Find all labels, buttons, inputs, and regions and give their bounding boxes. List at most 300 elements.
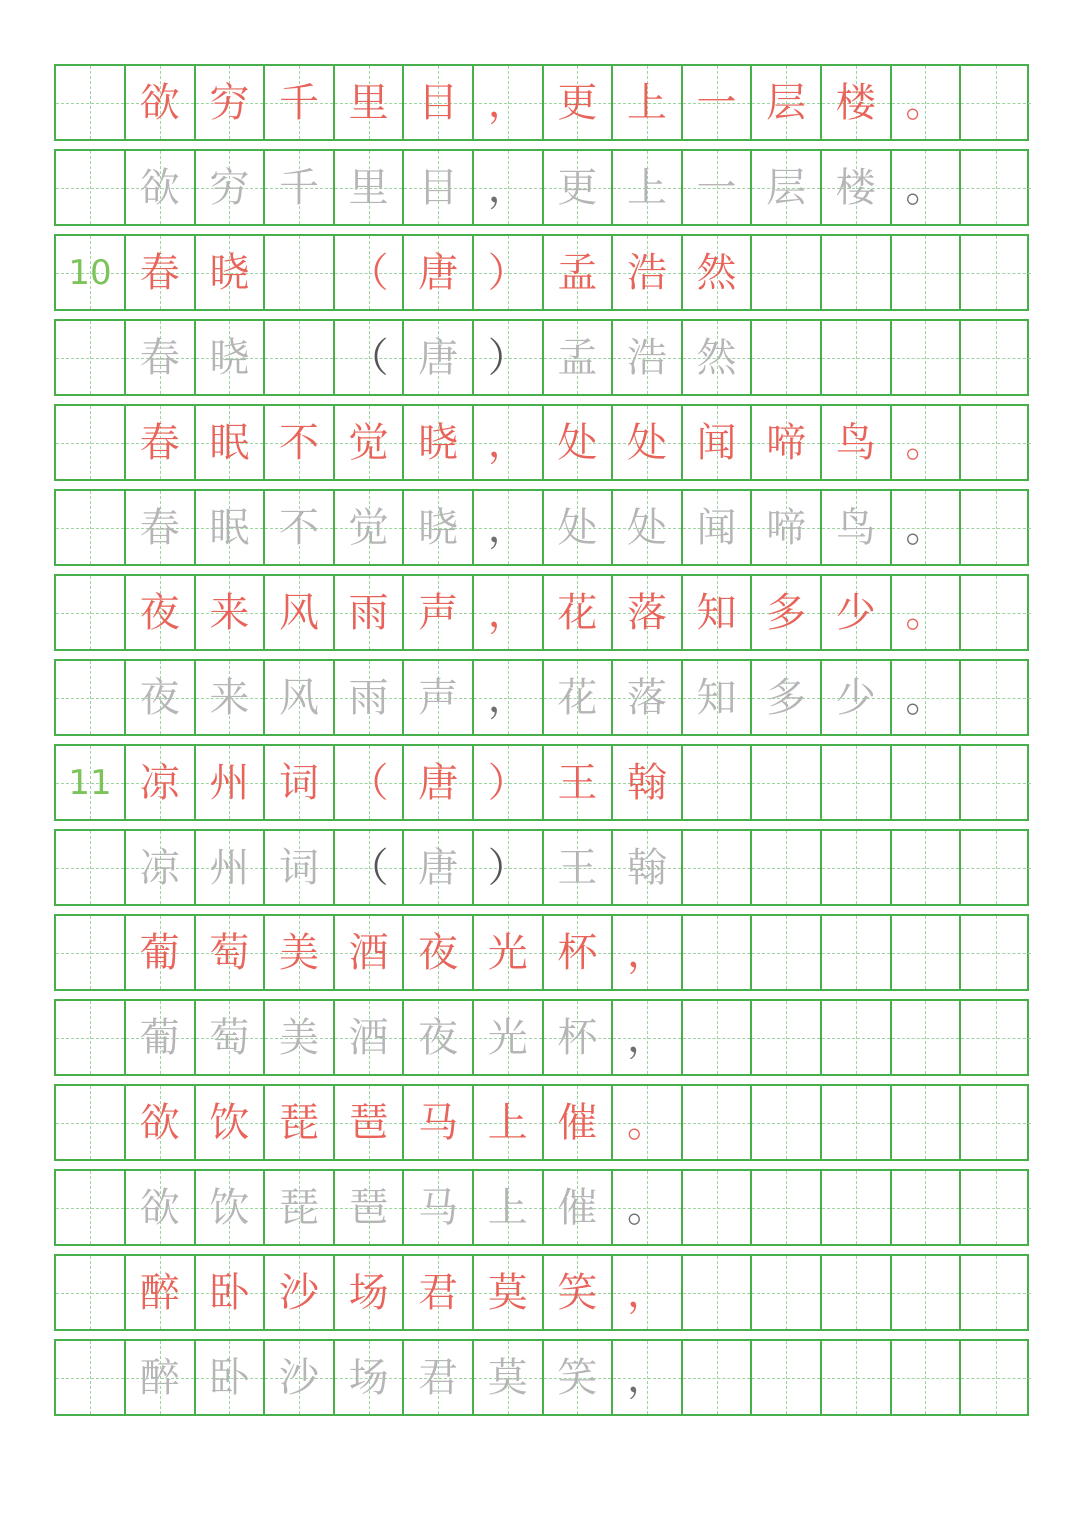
tracing-character: 醉 — [139, 1354, 180, 1401]
grid-cell — [613, 746, 683, 819]
model-character: 场 — [348, 1269, 389, 1316]
grid-cell — [196, 576, 266, 649]
model-character: （ — [348, 759, 389, 806]
grid-cell — [892, 576, 962, 649]
model-row — [54, 1254, 1029, 1331]
grid-cell — [961, 1341, 1031, 1414]
grid-cell — [683, 236, 753, 309]
grid-cell — [265, 236, 335, 309]
grid-cell — [822, 831, 892, 904]
model-character: 卧 — [209, 1269, 250, 1316]
tracing-character: ， — [626, 1354, 667, 1401]
grid-cell — [126, 831, 196, 904]
grid-cell — [683, 576, 753, 649]
tracing-row — [54, 659, 1029, 736]
grid-cell — [404, 406, 474, 479]
grid-cell — [961, 1256, 1031, 1329]
grid-cell — [961, 576, 1031, 649]
tracing-character: 少 — [835, 674, 876, 721]
grid-cell — [265, 66, 335, 139]
grid-cell — [822, 916, 892, 989]
grid-cell — [126, 1086, 196, 1159]
grid-cell — [822, 236, 892, 309]
grid-cell — [474, 1001, 544, 1074]
model-character: ， — [487, 79, 528, 126]
grid-cell — [335, 1256, 405, 1329]
grid-cell — [196, 66, 266, 139]
tracing-character: 王 — [557, 844, 598, 891]
grid-cell — [196, 406, 266, 479]
grid-cell — [892, 831, 962, 904]
grid-cell — [126, 746, 196, 819]
grid-cell — [683, 661, 753, 734]
grid-cell — [683, 916, 753, 989]
grid-cell — [683, 1171, 753, 1244]
grid-cell — [404, 1341, 474, 1414]
grid-cell — [265, 151, 335, 224]
model-character: 春 — [139, 249, 180, 296]
model-character: 唐 — [418, 759, 459, 806]
tracing-character: 夜 — [139, 674, 180, 721]
model-character: 浩 — [626, 249, 667, 296]
model-character: 凉 — [139, 759, 180, 806]
grid-cell — [544, 1086, 614, 1159]
grid-cell — [752, 236, 822, 309]
tracing-character: 饮 — [209, 1184, 250, 1231]
grid-cell — [752, 1171, 822, 1244]
model-character: 。 — [626, 1099, 667, 1146]
grid-cell — [544, 236, 614, 309]
tracing-character: ） — [487, 844, 528, 891]
grid-cell — [335, 746, 405, 819]
model-character: 闻 — [696, 419, 737, 466]
grid-cell — [404, 66, 474, 139]
tracing-row — [54, 149, 1029, 226]
grid-cell — [335, 1341, 405, 1414]
model-character: ， — [626, 1269, 667, 1316]
tracing-character: 欲 — [139, 1184, 180, 1231]
model-character: 。 — [905, 589, 946, 636]
lesson-number-cell — [56, 1171, 126, 1244]
tracing-character: 多 — [766, 674, 807, 721]
grid-cell — [961, 236, 1031, 309]
grid-cell — [822, 406, 892, 479]
grid-cell — [265, 491, 335, 564]
model-character: 穷 — [209, 79, 250, 126]
grid-cell — [752, 1256, 822, 1329]
model-character: 多 — [766, 589, 807, 636]
model-character: （ — [348, 249, 389, 296]
model-character: 一 — [696, 79, 737, 126]
grid-cell — [613, 491, 683, 564]
model-character: 觉 — [348, 419, 389, 466]
grid-cell — [752, 406, 822, 479]
grid-cell — [126, 321, 196, 394]
grid-cell — [683, 1086, 753, 1159]
tracing-character: 葡 — [139, 1014, 180, 1061]
tracing-character: 一 — [696, 164, 737, 211]
grid-cell — [961, 321, 1031, 394]
grid-cell — [613, 236, 683, 309]
model-character: 美 — [278, 929, 319, 976]
model-character: 不 — [278, 419, 319, 466]
model-character: 孟 — [557, 249, 598, 296]
lesson-number-cell — [56, 321, 126, 394]
grid-cell — [265, 916, 335, 989]
grid-cell — [752, 576, 822, 649]
lesson-number-cell — [56, 746, 126, 819]
grid-cell — [683, 746, 753, 819]
model-character: 鸟 — [835, 419, 876, 466]
model-character: 夜 — [139, 589, 180, 636]
tracing-character: 春 — [139, 334, 180, 381]
tracing-character: 浩 — [626, 334, 667, 381]
model-character: 处 — [557, 419, 598, 466]
model-row — [54, 234, 1029, 311]
model-character: 。 — [905, 79, 946, 126]
grid-cell — [961, 66, 1031, 139]
tracing-character: 不 — [278, 504, 319, 551]
grid-cell — [335, 1171, 405, 1244]
grid-cell — [196, 1171, 266, 1244]
grid-cell — [683, 491, 753, 564]
tracing-character: 孟 — [557, 334, 598, 381]
tracing-character: 夜 — [418, 1014, 459, 1061]
model-character: 。 — [905, 419, 946, 466]
lesson-number-cell — [56, 1341, 126, 1414]
model-row — [54, 574, 1029, 651]
grid-cell — [265, 1171, 335, 1244]
model-character: 饮 — [209, 1099, 250, 1146]
grid-cell — [196, 746, 266, 819]
grid-cell — [404, 321, 474, 394]
grid-cell — [474, 491, 544, 564]
grid-cell — [404, 576, 474, 649]
grid-cell — [404, 661, 474, 734]
model-character: 更 — [557, 79, 598, 126]
model-character: 里 — [348, 79, 389, 126]
grid-cell — [265, 406, 335, 479]
tracing-row — [54, 1169, 1029, 1246]
tracing-character: ， — [626, 1014, 667, 1061]
grid-cell — [613, 1171, 683, 1244]
grid-cell — [961, 151, 1031, 224]
model-character: 欲 — [139, 1099, 180, 1146]
tracing-character: ， — [487, 164, 528, 211]
lesson-number-cell — [56, 1256, 126, 1329]
tracing-character: 唐 — [418, 334, 459, 381]
grid-cell — [196, 916, 266, 989]
grid-cell — [544, 406, 614, 479]
grid-cell — [892, 916, 962, 989]
model-character: 马 — [418, 1099, 459, 1146]
tracing-character: 酒 — [348, 1014, 389, 1061]
grid-cell — [822, 66, 892, 139]
grid-cell — [961, 406, 1031, 479]
grid-cell — [822, 151, 892, 224]
tracing-character: 花 — [557, 674, 598, 721]
model-character: 笑 — [557, 1269, 598, 1316]
model-character: 雨 — [348, 589, 389, 636]
grid-cell — [126, 236, 196, 309]
lesson-number-cell — [56, 916, 126, 989]
tracing-row — [54, 1339, 1029, 1416]
model-character: 葡 — [139, 929, 180, 976]
grid-cell — [961, 1001, 1031, 1074]
model-character: 君 — [418, 1269, 459, 1316]
grid-cell — [126, 66, 196, 139]
model-character: 琵 — [278, 1099, 319, 1146]
model-character: 夜 — [418, 929, 459, 976]
grid-cell — [335, 1086, 405, 1159]
model-character: 千 — [278, 79, 319, 126]
grid-cell — [335, 1001, 405, 1074]
grid-cell — [335, 321, 405, 394]
grid-cell — [474, 406, 544, 479]
grid-cell — [683, 1001, 753, 1074]
grid-cell — [683, 151, 753, 224]
tracing-character: 穷 — [209, 164, 250, 211]
model-character: 眠 — [209, 419, 250, 466]
grid-cell — [265, 1001, 335, 1074]
grid-cell — [822, 1341, 892, 1414]
tracing-character: 场 — [348, 1354, 389, 1401]
tracing-character: 。 — [905, 504, 946, 551]
tracing-character: 知 — [696, 674, 737, 721]
grid-cell — [126, 916, 196, 989]
grid-cell — [265, 1341, 335, 1414]
tracing-character: 上 — [626, 164, 667, 211]
grid-cell — [544, 916, 614, 989]
grid-cell — [404, 1001, 474, 1074]
grid-cell — [822, 576, 892, 649]
grid-cell — [683, 831, 753, 904]
model-character: 唐 — [418, 249, 459, 296]
lesson-number-cell — [56, 831, 126, 904]
grid-cell — [404, 1171, 474, 1244]
grid-cell — [265, 831, 335, 904]
grid-cell — [126, 1171, 196, 1244]
grid-cell — [892, 321, 962, 394]
grid-cell — [544, 491, 614, 564]
grid-cell — [683, 321, 753, 394]
grid-cell — [892, 1341, 962, 1414]
model-character: 然 — [696, 249, 737, 296]
tracing-character: 落 — [626, 674, 667, 721]
grid-cell — [683, 1341, 753, 1414]
grid-cell — [196, 321, 266, 394]
model-character: 催 — [557, 1099, 598, 1146]
grid-cell — [822, 1086, 892, 1159]
grid-cell — [961, 916, 1031, 989]
grid-cell — [892, 1256, 962, 1329]
model-character: 沙 — [278, 1269, 319, 1316]
tracing-character: 闻 — [696, 504, 737, 551]
grid-cell — [474, 1256, 544, 1329]
grid-cell — [474, 831, 544, 904]
grid-cell — [474, 746, 544, 819]
grid-cell — [961, 1171, 1031, 1244]
lesson-number-cell — [56, 491, 126, 564]
lesson-number-cell — [56, 576, 126, 649]
model-row — [54, 914, 1029, 991]
model-character: 少 — [835, 589, 876, 636]
model-character: 处 — [626, 419, 667, 466]
model-character: 层 — [766, 79, 807, 126]
tracing-character: 。 — [905, 164, 946, 211]
grid-cell — [404, 151, 474, 224]
grid-cell — [126, 1341, 196, 1414]
tracing-character: 马 — [418, 1184, 459, 1231]
grid-cell — [683, 1256, 753, 1329]
grid-cell — [892, 1171, 962, 1244]
grid-cell — [544, 831, 614, 904]
grid-cell — [892, 406, 962, 479]
grid-cell — [544, 1341, 614, 1414]
tracing-character: 光 — [487, 1014, 528, 1061]
grid-cell — [752, 1341, 822, 1414]
grid-cell — [683, 66, 753, 139]
grid-cell — [961, 831, 1031, 904]
tracing-row — [54, 829, 1029, 906]
tracing-character: 眠 — [209, 504, 250, 551]
grid-cell — [404, 831, 474, 904]
tracing-character: 层 — [766, 164, 807, 211]
grid-cell — [196, 1256, 266, 1329]
tracing-character: 州 — [209, 844, 250, 891]
model-character: 啼 — [766, 419, 807, 466]
grid-cell — [474, 321, 544, 394]
tracing-character: 千 — [278, 164, 319, 211]
model-row — [54, 64, 1029, 141]
tracing-character: 笑 — [557, 1354, 598, 1401]
tracing-character: 琶 — [348, 1184, 389, 1231]
grid-cell — [474, 661, 544, 734]
grid-cell — [335, 491, 405, 564]
grid-cell — [892, 1086, 962, 1159]
grid-cell — [961, 1086, 1031, 1159]
tracing-row — [54, 489, 1029, 566]
grid-cell — [613, 1086, 683, 1159]
model-character: 来 — [209, 589, 250, 636]
grid-cell — [892, 491, 962, 564]
grid-cell — [404, 1086, 474, 1159]
grid-cell — [892, 66, 962, 139]
model-character: 词 — [278, 759, 319, 806]
grid-cell — [544, 321, 614, 394]
tracing-character: 觉 — [348, 504, 389, 551]
model-row — [54, 1084, 1029, 1161]
tracing-character: 然 — [696, 334, 737, 381]
grid-cell — [544, 661, 614, 734]
grid-cell — [544, 151, 614, 224]
model-character: 琶 — [348, 1099, 389, 1146]
grid-cell — [126, 661, 196, 734]
tracing-character: 君 — [418, 1354, 459, 1401]
tracing-character: 风 — [278, 674, 319, 721]
grid-cell — [613, 1256, 683, 1329]
model-character: 晓 — [418, 419, 459, 466]
grid-cell — [822, 1171, 892, 1244]
grid-cell — [335, 66, 405, 139]
model-character: 莫 — [487, 1269, 528, 1316]
tracing-character: 欲 — [139, 164, 180, 211]
grid-cell — [892, 236, 962, 309]
grid-cell — [613, 661, 683, 734]
grid-cell — [752, 491, 822, 564]
tracing-character: 。 — [626, 1184, 667, 1231]
grid-cell — [752, 916, 822, 989]
model-character: 落 — [626, 589, 667, 636]
grid-cell — [752, 831, 822, 904]
tracing-character: 词 — [278, 844, 319, 891]
grid-cell — [613, 1001, 683, 1074]
model-character: 醉 — [139, 1269, 180, 1316]
grid-cell — [404, 236, 474, 309]
model-character: 花 — [557, 589, 598, 636]
model-character: ） — [487, 759, 528, 806]
grid-cell — [961, 746, 1031, 819]
tracing-character: （ — [348, 334, 389, 381]
grid-cell — [544, 66, 614, 139]
model-character: 杯 — [557, 929, 598, 976]
grid-cell — [265, 746, 335, 819]
lesson-number-cell — [56, 406, 126, 479]
model-character: 王 — [557, 759, 598, 806]
tracing-character: 处 — [626, 504, 667, 551]
grid-cell — [683, 406, 753, 479]
model-character: ， — [487, 419, 528, 466]
lesson-number: 11 — [68, 762, 112, 803]
grid-cell — [265, 321, 335, 394]
grid-cell — [474, 1086, 544, 1159]
grid-cell — [474, 1171, 544, 1244]
tracing-character: 啼 — [766, 504, 807, 551]
tracing-character: 莫 — [487, 1354, 528, 1401]
tracing-character: 来 — [209, 674, 250, 721]
model-character: 风 — [278, 589, 319, 636]
grid-cell — [196, 151, 266, 224]
lesson-number-cell — [56, 661, 126, 734]
grid-cell — [126, 576, 196, 649]
tracing-character: 翰 — [626, 844, 667, 891]
model-row — [54, 744, 1029, 821]
grid-cell — [196, 1001, 266, 1074]
grid-cell — [335, 406, 405, 479]
tracing-character: ， — [487, 674, 528, 721]
grid-cell — [752, 66, 822, 139]
grid-cell — [892, 151, 962, 224]
lesson-number-cell — [56, 236, 126, 309]
grid-cell — [544, 1171, 614, 1244]
grid-cell — [474, 151, 544, 224]
model-character: 知 — [696, 589, 737, 636]
tracing-character: 晓 — [209, 334, 250, 381]
grid-cell — [196, 1086, 266, 1159]
grid-cell — [613, 916, 683, 989]
grid-cell — [474, 66, 544, 139]
grid-cell — [265, 1086, 335, 1159]
tracing-character: 。 — [905, 674, 946, 721]
tracing-character: 美 — [278, 1014, 319, 1061]
tracing-character: 凉 — [139, 844, 180, 891]
grid-cell — [822, 1001, 892, 1074]
grid-cell — [335, 151, 405, 224]
grid-cell — [126, 1256, 196, 1329]
grid-cell — [613, 66, 683, 139]
lesson-number-cell — [56, 1086, 126, 1159]
tracing-character: ） — [487, 334, 528, 381]
